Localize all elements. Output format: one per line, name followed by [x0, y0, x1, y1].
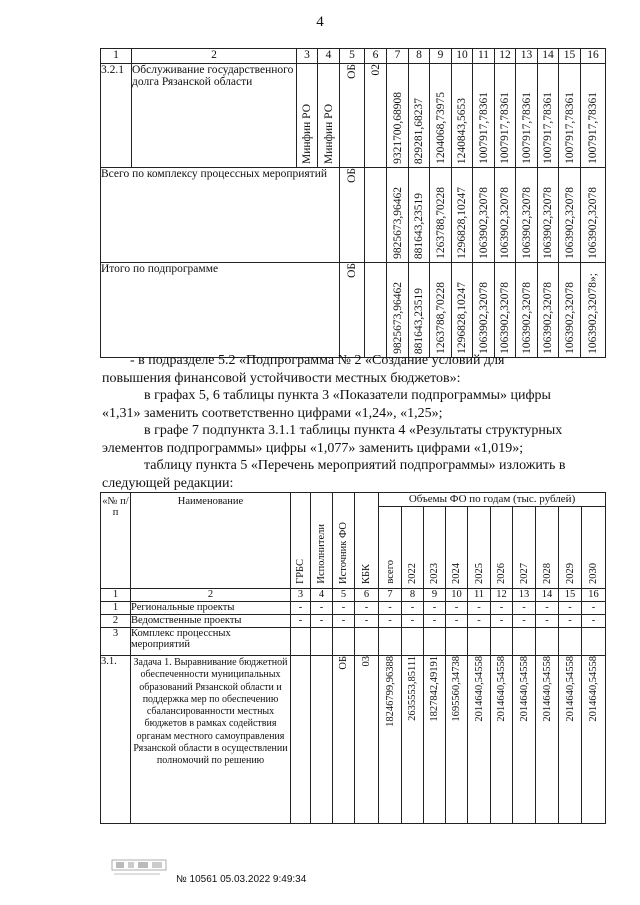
task-number: 3.1.: [101, 656, 131, 824]
kbk-cell: 02: [369, 64, 382, 76]
activities-table: [100, 492, 606, 824]
source-cell: ОБ: [346, 263, 358, 278]
executor-cell: Минфин РО: [322, 103, 335, 164]
table-header-row: [101, 493, 606, 507]
registration-stamp-icon: [110, 856, 170, 878]
volumes-header: Объемы ФО по годам (тыс. рублей): [379, 493, 606, 507]
years-header-row: всего 2022 2023 2024 2025 2026 2027 2028 2029 2030: [101, 507, 606, 589]
name-header: Наименование: [131, 493, 291, 589]
grbs-cell: Минфин РО: [301, 103, 313, 164]
budget-table-continuation: [100, 48, 606, 358]
source-header: Источник ФО: [338, 522, 349, 584]
table-row: 2 Ведомственные проекты - - - - - - - - - - - - - -: [101, 615, 606, 628]
column-number-row: 1 2 3 4 5 6 7 8 9 10 11 12 13 14 15 16: [101, 589, 606, 602]
task-name: Задача 1. Выравнивание бюджетной обеспеченности муниципальных образований Рязанской области и поддержка мер по обеспечению сбалансированности местных бюджетов в рамках содействия органам местного самоуправления Рязанской области в осуществлении полномочий по решению: [131, 656, 291, 824]
table-row: 3.2.1 Обслуживание государственного долга Рязанской области Минфин РО Минфин РО ОБ 02 9321700,68908 829281,68237 1204068,73975 1240843,5653 1007917,78361 1007917,78361 1007917,78361 1007917,78361 1007917,78361 1007917,78361: [101, 64, 606, 168]
row-name: Всего по комплексу процессных мероприятий: [101, 168, 340, 263]
table-row: 1 Региональные проекты - - - - - - - - - - - - - -: [101, 602, 606, 615]
table-row: 3 Комплекс процессных мероприятий: [101, 628, 606, 656]
source-cell: ОБ: [338, 656, 349, 670]
amendment-text: - в подразделе 5.2 «Подпрограмма № 2 «Создание условий для повышения финансовой устойчивости местных бюджетов»: в графах 5, 6 таблицы пункта 3 «Показатели подпрограммы» цифры «1,31» заменить соответственно цифрами «1,24», «1,25»; в графе 7 подпункта 3.1.1 таблицы пункта 4 «Результаты структурных элементов подпрограммы» цифры «1,077» заменить цифрами «1,019»; таблицу пункта 5 «Перечень мероприятий подпрограммы» изложить в следующей редакции:: [102, 353, 566, 491]
grbs-header: ГРБС: [295, 559, 306, 584]
column-number-row: 1 2 3 4 5 6 7 8 9 10 11 12 13 14 15 16: [101, 49, 606, 64]
registration-footer: № 10561 05.03.2022 9:49:34: [176, 874, 307, 885]
executor-header: Исполнители: [316, 524, 327, 584]
table-row: Всего по комплексу процессных мероприятий ОБ 9825673,96462 881643,23519 1263788,70228 1296828,10247 1063902,32078 1063902,32078 1063902,32078 1063902,32078 1063902,32078 1063902,32078: [101, 168, 606, 263]
source-cell: ОБ: [346, 168, 358, 183]
num-header: «№ п/п: [101, 493, 131, 589]
row-name: Обслуживание государственного долга Рязанской области: [132, 64, 297, 168]
row-name: Итого по подпрограмме: [101, 263, 340, 358]
page-number: 4: [316, 14, 324, 30]
table-row: Итого по подпрограмме ОБ 9825673,96462 881643,23519 1263788,70228 1296828,10247 1063902,32078 1063902,32078 1063902,32078 1063902,32078 1063902,32078 1063902,32078»;: [101, 263, 606, 358]
row-number: 3.2.1: [101, 64, 132, 168]
kbk-header: КБК: [361, 563, 372, 584]
source-cell: ОБ: [346, 64, 358, 79]
kbk-cell: 03: [361, 656, 372, 667]
task-row: 3.1. Задача 1. Выравнивание бюджетной обеспеченности муниципальных образований Рязанской области и поддержка мер по обеспечению сбалансированности местных бюджетов в рамках содействия органам местного самоуправления Рязанской области в осуществлении полномочий по решению ОБ 03 18246799,96388 2635553,85111 1827842,49191 1695560,34738 2014640,54558 2014640,54558 2014640,54558 2014640,54558 2014640,54558 2014640,54558: [101, 656, 606, 824]
